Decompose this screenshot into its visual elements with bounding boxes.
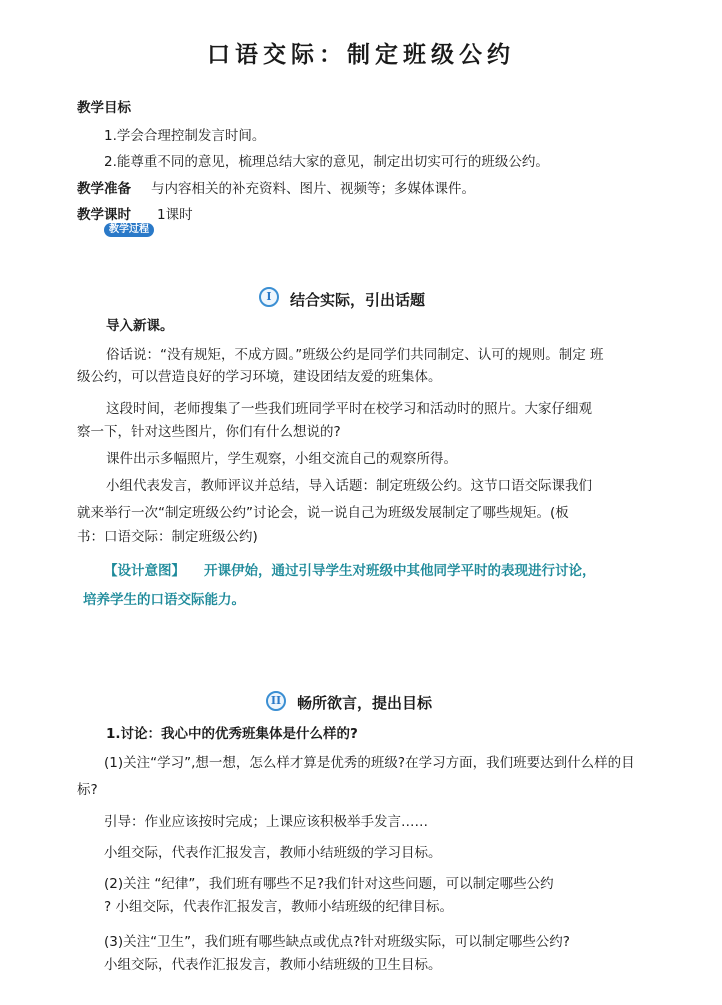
- section-two-title: 畅所欲言，提出目标: [297, 694, 433, 712]
- prep-label: 教学准备: [77, 181, 131, 197]
- paragraph-line: 俗话说：“没有规矩，不成方圆。”班级公约是同学们共同制定、认可的规则。制定 班: [106, 347, 604, 363]
- paragraph-line: (3)关注“卫生”，我们班有哪些缺点或优点?针对班级实际，可以制定哪些公约?: [104, 934, 570, 950]
- paragraph-line: 就来举行一次“制定班级公约”讨论会，说一说自己为班级发展制定了哪些规矩。(板: [77, 505, 569, 521]
- paragraph-line: 引导：作业应该按时完成；上课应该积极举手发言……: [104, 814, 428, 830]
- design-intent-line: 培养学生的口语交际能力。: [83, 592, 245, 608]
- page-title: 口语交际：制定班级公约: [207, 41, 515, 68]
- objectives-heading: 教学目标: [77, 100, 131, 116]
- section-one-icon: I: [259, 287, 279, 307]
- paragraph-line: 小组代表发言，教师评议并总结，导入话题：制定班级公约。这节口语交际课我们: [106, 478, 592, 494]
- paragraph-line: 察一下，针对这些图片，你们有什么想说的?: [77, 424, 341, 440]
- paragraph-line: 这段时间，老师搜集了一些我们班同学平时在校学习和活动时的照片。大家仔细观: [106, 401, 592, 417]
- paragraph-line: 标?: [77, 782, 98, 798]
- design-intent-label: 【设计意图】: [104, 563, 185, 579]
- paragraph-line: ? 小组交际，代表作汇报发言，教师小结班级的纪律目标。: [104, 899, 453, 915]
- teaching-process-badge: 教学过程: [104, 223, 154, 237]
- objective-item: 2.能尊重不同的意见，梳理总结大家的意见，制定出切实可行的班级公约。: [104, 154, 549, 170]
- paragraph-line: (1)关注“学习”,想一想，怎么样才算是优秀的班级?在学习方面，我们班要达到什么样的目: [104, 755, 635, 771]
- hours-label: 教学课时: [77, 207, 131, 223]
- paragraph-line: 级公约，可以营造良好的学习环境，建设团结友爱的班集体。: [77, 369, 442, 385]
- paragraph-line: 小组交际，代表作汇报发言，教师小结班级的卫生目标。: [104, 957, 442, 973]
- objective-item: 1.学会合理控制发言时间。: [104, 128, 266, 144]
- section-two-sub: 1.讨论：我心中的优秀班集体是什么样的?: [106, 726, 358, 742]
- prep-text: 与内容相关的补充资料、图片、视频等；多媒体课件。: [151, 181, 475, 197]
- hours-text: 1课时: [157, 207, 193, 223]
- section-one-title: 结合实际，引出话题: [290, 291, 426, 309]
- paragraph-line: (2)关注 “纪律”，我们班有哪些不足?我们针对这些问题，可以制定哪些公约: [104, 876, 554, 892]
- section-one-sub: 导入新课。: [106, 318, 174, 334]
- section-two-icon: II: [266, 691, 286, 711]
- design-intent-line: 开课伊始，通过引导学生对班级中其他同学平时的表现进行讨论，: [204, 563, 596, 579]
- paragraph-line: 课件出示多幅照片，学生观察，小组交流自己的观察所得。: [106, 451, 457, 467]
- paragraph-line: 书：口语交际：制定班级公约): [77, 529, 258, 545]
- paragraph-line: 小组交际，代表作汇报发言，教师小结班级的学习目标。: [104, 845, 442, 861]
